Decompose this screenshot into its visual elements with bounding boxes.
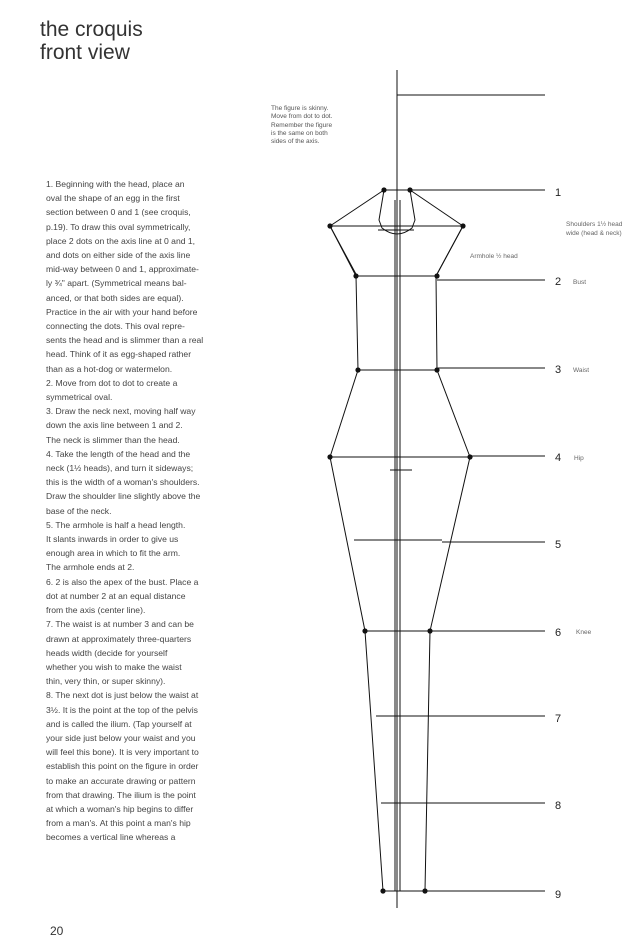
dot <box>362 628 367 633</box>
level-8-label: 8 <box>555 800 562 812</box>
body-line: 2. Move from dot to dot to create a <box>46 377 178 388</box>
note-line: sides of the axis. <box>271 138 320 146</box>
dot <box>380 888 385 893</box>
dot <box>460 223 465 228</box>
body-line: heads width (decide for yourself <box>46 647 168 658</box>
body-line: place 2 dots on the axis line at 0 and 1, <box>46 235 196 246</box>
body-line: 4. Take the length of the head and the <box>46 448 191 459</box>
body-line: oval the shape of an egg in the first <box>46 193 180 204</box>
armhole-right <box>436 226 463 276</box>
body-line: 3½. It is the point at the top of the pelvis <box>46 704 198 715</box>
body-line: symmetrical oval. <box>46 392 113 403</box>
level-6-label: 6 <box>555 627 562 639</box>
body-line: Draw the shoulder line slightly above the <box>46 491 201 502</box>
page-number: 20 <box>50 924 64 938</box>
body-line: 8. The next dot is just below the waist at <box>46 690 199 701</box>
body-line: The armhole ends at 2. <box>46 562 135 573</box>
body-line: 6. 2 is also the apex of the bust. Place a <box>46 576 199 587</box>
body-line: to make an accurate drawing or pattern <box>46 775 196 786</box>
body-line: 1. Beginning with the head, place an <box>46 179 185 189</box>
body-line: will feel this bone). It is very important to <box>46 747 199 758</box>
body-line: base of the neck. <box>46 505 112 516</box>
dot <box>434 273 439 278</box>
body-line: 5. The armhole is half a head length. <box>46 519 186 530</box>
body-line: and is called the ilium. (Tap yourself at <box>46 718 192 729</box>
waist-label: Waist <box>573 367 590 374</box>
title-line-1: the croquis <box>40 18 143 41</box>
body-line: The neck is slimmer than the head. <box>46 434 180 445</box>
body-line: than as a hot-dog or watermelon. <box>46 363 173 374</box>
note-line: Remember the figure <box>271 121 333 129</box>
body-line: neck (1½ heads), and turn it sideways; <box>46 463 194 474</box>
body-line: anced, or that both sides are equal). <box>46 292 184 303</box>
level-9-label: 9 <box>555 889 562 901</box>
dot <box>422 888 427 893</box>
note-line: Move from dot to dot. <box>271 113 333 121</box>
body-line: drawn at approximately three-quarters <box>46 633 192 644</box>
level-4-label: 4 <box>555 452 562 464</box>
dot <box>407 187 412 192</box>
body-line: down the axis line between 1 and 2. <box>46 420 183 431</box>
body-line: from that drawing. The ilium is the point <box>46 789 196 800</box>
body-line: this is the width of a woman's shoulders. <box>46 477 200 488</box>
dot <box>434 367 439 372</box>
body-line: sents the head and is slimmer than a real <box>46 335 204 346</box>
body-line: becomes a vertical line whereas a <box>46 832 176 843</box>
dot <box>467 454 472 459</box>
body-line: 7. The waist is at number 3 and can be <box>46 619 194 630</box>
hip-label: Hip <box>574 455 584 462</box>
title-line-2: front view <box>40 41 130 64</box>
body-line: section between 0 and 1 (see croquis, <box>46 207 191 218</box>
body-line: from a man's. At this point a man's hip <box>46 818 191 829</box>
body-line: enough area in which to fit the arm. <box>46 548 181 559</box>
body-line: at which a woman's hip begins to differ <box>46 803 194 814</box>
body-line: p.19). To draw this oval symmetrically, <box>46 221 191 232</box>
shoulders-label-1: Shoulders 1½ head <box>566 221 623 228</box>
dot <box>327 454 332 459</box>
armhole-label: Armhole ½ head <box>470 253 518 260</box>
dot <box>381 187 386 192</box>
body-line: your side just below your waist and you <box>46 732 196 743</box>
body-line: establish this point on the figure in order <box>46 761 199 772</box>
body-line: 3. Draw the neck next, moving half way <box>46 406 196 417</box>
dot <box>353 273 358 278</box>
knee-label: Knee <box>576 629 592 636</box>
body-line: from the axis (center line). <box>46 605 146 616</box>
dot <box>355 367 360 372</box>
level-5-label: 5 <box>555 539 562 551</box>
body-line: It slants inwards in order to give us <box>46 534 179 545</box>
bust-label: Bust <box>573 279 587 286</box>
level-1-label: 1 <box>555 187 562 199</box>
dot <box>327 223 332 228</box>
body-line: mid-way between 0 and 1, approximate- <box>46 264 199 275</box>
level-7-label: 7 <box>555 713 562 725</box>
armhole-left <box>330 226 357 276</box>
note-line: The figure is skinny. <box>271 105 329 112</box>
body-line: head. Think of it as egg-shaped rather <box>46 349 192 360</box>
body-line: thin, very thin, or super skinny). <box>46 676 166 687</box>
note-line: is the same on both <box>271 129 328 137</box>
body-line: whether you wish to make the waist <box>46 661 182 672</box>
body-line: Practice in the air with your hand before <box>46 306 198 317</box>
level-3-label: 3 <box>555 364 562 376</box>
body-line: connecting the dots. This oval repre- <box>46 321 185 332</box>
shoulders-label-2: wide (head & neck) <box>566 230 622 237</box>
body-line: dot at number 2 at an equal distance <box>46 590 186 601</box>
body-line: ly ¾" apart. (Symmetrical means bal- <box>46 278 187 289</box>
body-line: and dots on either side of the axis line <box>46 250 191 261</box>
dot <box>427 628 432 633</box>
level-2-label: 2 <box>555 276 562 288</box>
